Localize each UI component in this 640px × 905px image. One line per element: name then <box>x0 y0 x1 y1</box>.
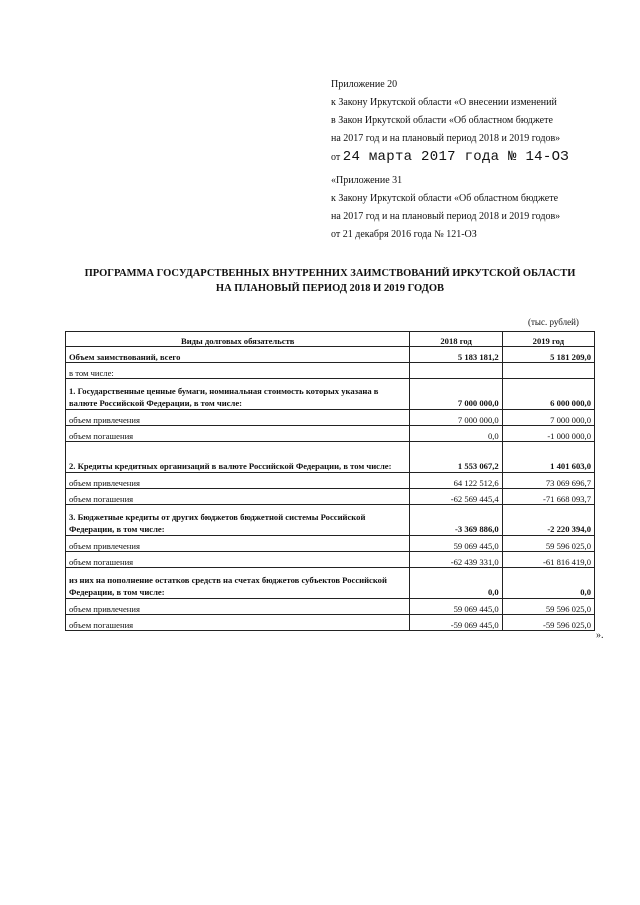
value-2018: 5 183 181,2 <box>410 347 502 363</box>
row-label: объем привлечения <box>66 410 410 426</box>
row-label: 1. Государственные ценные бумаги, номинальная стоимость которых указана в валюте Российской Федерации, в том числе: <box>66 379 410 410</box>
table-row <box>66 442 595 473</box>
header-2018: 2018 год <box>410 332 502 347</box>
table-row <box>66 410 595 426</box>
value-2018: 7 000 000,0 <box>410 410 502 426</box>
value-2018 <box>410 363 502 379</box>
borrowing-table <box>65 331 595 631</box>
row-label: Объем заимствований, всего <box>66 347 410 363</box>
annex-number: Приложение 20 <box>331 79 398 90</box>
value-2019: -2 220 394,0 <box>502 505 594 536</box>
table-row <box>66 473 595 489</box>
table-row <box>66 363 595 379</box>
annex-law-line: на 2017 год и на плановый период 2018 и 2019 годов» <box>331 211 561 222</box>
row-label: объем привлечения <box>66 473 410 489</box>
value-2018: 59 069 445,0 <box>410 599 502 615</box>
row-label: 2. Кредиты кредитных организаций в валюте Российской Федерации, в том числе: <box>66 442 410 473</box>
table-row <box>66 426 595 442</box>
value-2019: 59 596 025,0 <box>502 536 594 552</box>
annex-law-line: к Закону Иркутской области «О внесении изменений <box>331 97 557 108</box>
table-row <box>66 615 595 631</box>
annex-law-line: на 2017 год и на плановый период 2018 и 2019 годов» <box>331 133 561 144</box>
row-label: объем погашения <box>66 552 410 568</box>
units-note: (тыс. рублей) <box>528 317 579 327</box>
closing-quote-mark: ». <box>596 630 604 641</box>
value-2018: -3 369 886,0 <box>410 505 502 536</box>
row-label: из них на пополнение остатков средств на счетах бюджетов субъектов Российской Федерации, в том числе: <box>66 568 410 599</box>
header-2019: 2019 год <box>502 332 594 347</box>
row-label: объем погашения <box>66 615 410 631</box>
value-2018: 0,0 <box>410 426 502 442</box>
value-2018: 0,0 <box>410 568 502 599</box>
title-line: ПРОГРАММА ГОСУДАРСТВЕННЫХ ВНУТРЕННИХ ЗАИМСТВОВАНИЙ ИРКУТСКОЙ ОБЛАСТИ <box>84 268 576 279</box>
value-2018: -59 069 445,0 <box>410 615 502 631</box>
value-2018: -62 439 331,0 <box>410 552 502 568</box>
value-2018: 59 069 445,0 <box>410 536 502 552</box>
value-2019: 7 000 000,0 <box>502 410 594 426</box>
annex-number: «Приложение 31 <box>331 175 403 186</box>
header-type: Виды долговых обязательств <box>66 332 410 347</box>
value-2019: 6 000 000,0 <box>502 379 594 410</box>
value-2019 <box>502 363 594 379</box>
annex-date-prefix: от <box>331 152 341 163</box>
table-row <box>66 568 595 599</box>
value-2018: -62 569 445,4 <box>410 489 502 505</box>
value-2019: 5 181 209,0 <box>502 347 594 363</box>
value-2019: -59 596 025,0 <box>502 615 594 631</box>
value-2019: 59 596 025,0 <box>502 599 594 615</box>
row-label: объем погашения <box>66 426 410 442</box>
document-title <box>40 266 620 296</box>
table-row <box>66 505 595 536</box>
value-2019: 73 069 696,7 <box>502 473 594 489</box>
annex-date-typed: 24 марта 2017 года № 14-ОЗ <box>342 149 569 165</box>
row-label: объем погашения <box>66 489 410 505</box>
row-label: 3. Бюджетные кредиты от других бюджетов бюджетной системы Российской Федерации, в том числе: <box>66 505 410 536</box>
value-2018: 64 122 512,6 <box>410 473 502 489</box>
table-row <box>66 552 595 568</box>
table-row <box>66 347 595 363</box>
row-label: в том числе: <box>66 363 410 379</box>
value-2018: 7 000 000,0 <box>410 379 502 410</box>
table-row <box>66 379 595 410</box>
title-line: НА ПЛАНОВЫЙ ПЕРИОД 2018 И 2019 ГОДОВ <box>215 283 445 294</box>
original-law-header <box>331 172 560 244</box>
annex-date-line: от 21 декабря 2016 года № 121-ОЗ <box>331 229 477 240</box>
row-label: объем привлечения <box>66 536 410 552</box>
value-2019: 0,0 <box>502 568 594 599</box>
row-label: объем привлечения <box>66 599 410 615</box>
annex-law-line: к Закону Иркутской области «Об областном бюджете <box>331 193 559 204</box>
table-row <box>66 489 595 505</box>
value-2019: -1 000 000,0 <box>502 426 594 442</box>
annex-law-line: в Закон Иркутской области «Об областном бюджете <box>331 115 553 126</box>
value-2018: 1 553 067,2 <box>410 442 502 473</box>
annex-date-line <box>331 148 569 167</box>
table-header-row <box>66 332 595 347</box>
value-2019: -61 816 419,0 <box>502 552 594 568</box>
table-row <box>66 536 595 552</box>
amending-law-header <box>331 76 569 167</box>
value-2019: 1 401 603,0 <box>502 442 594 473</box>
table-row <box>66 599 595 615</box>
value-2019: -71 668 093,7 <box>502 489 594 505</box>
